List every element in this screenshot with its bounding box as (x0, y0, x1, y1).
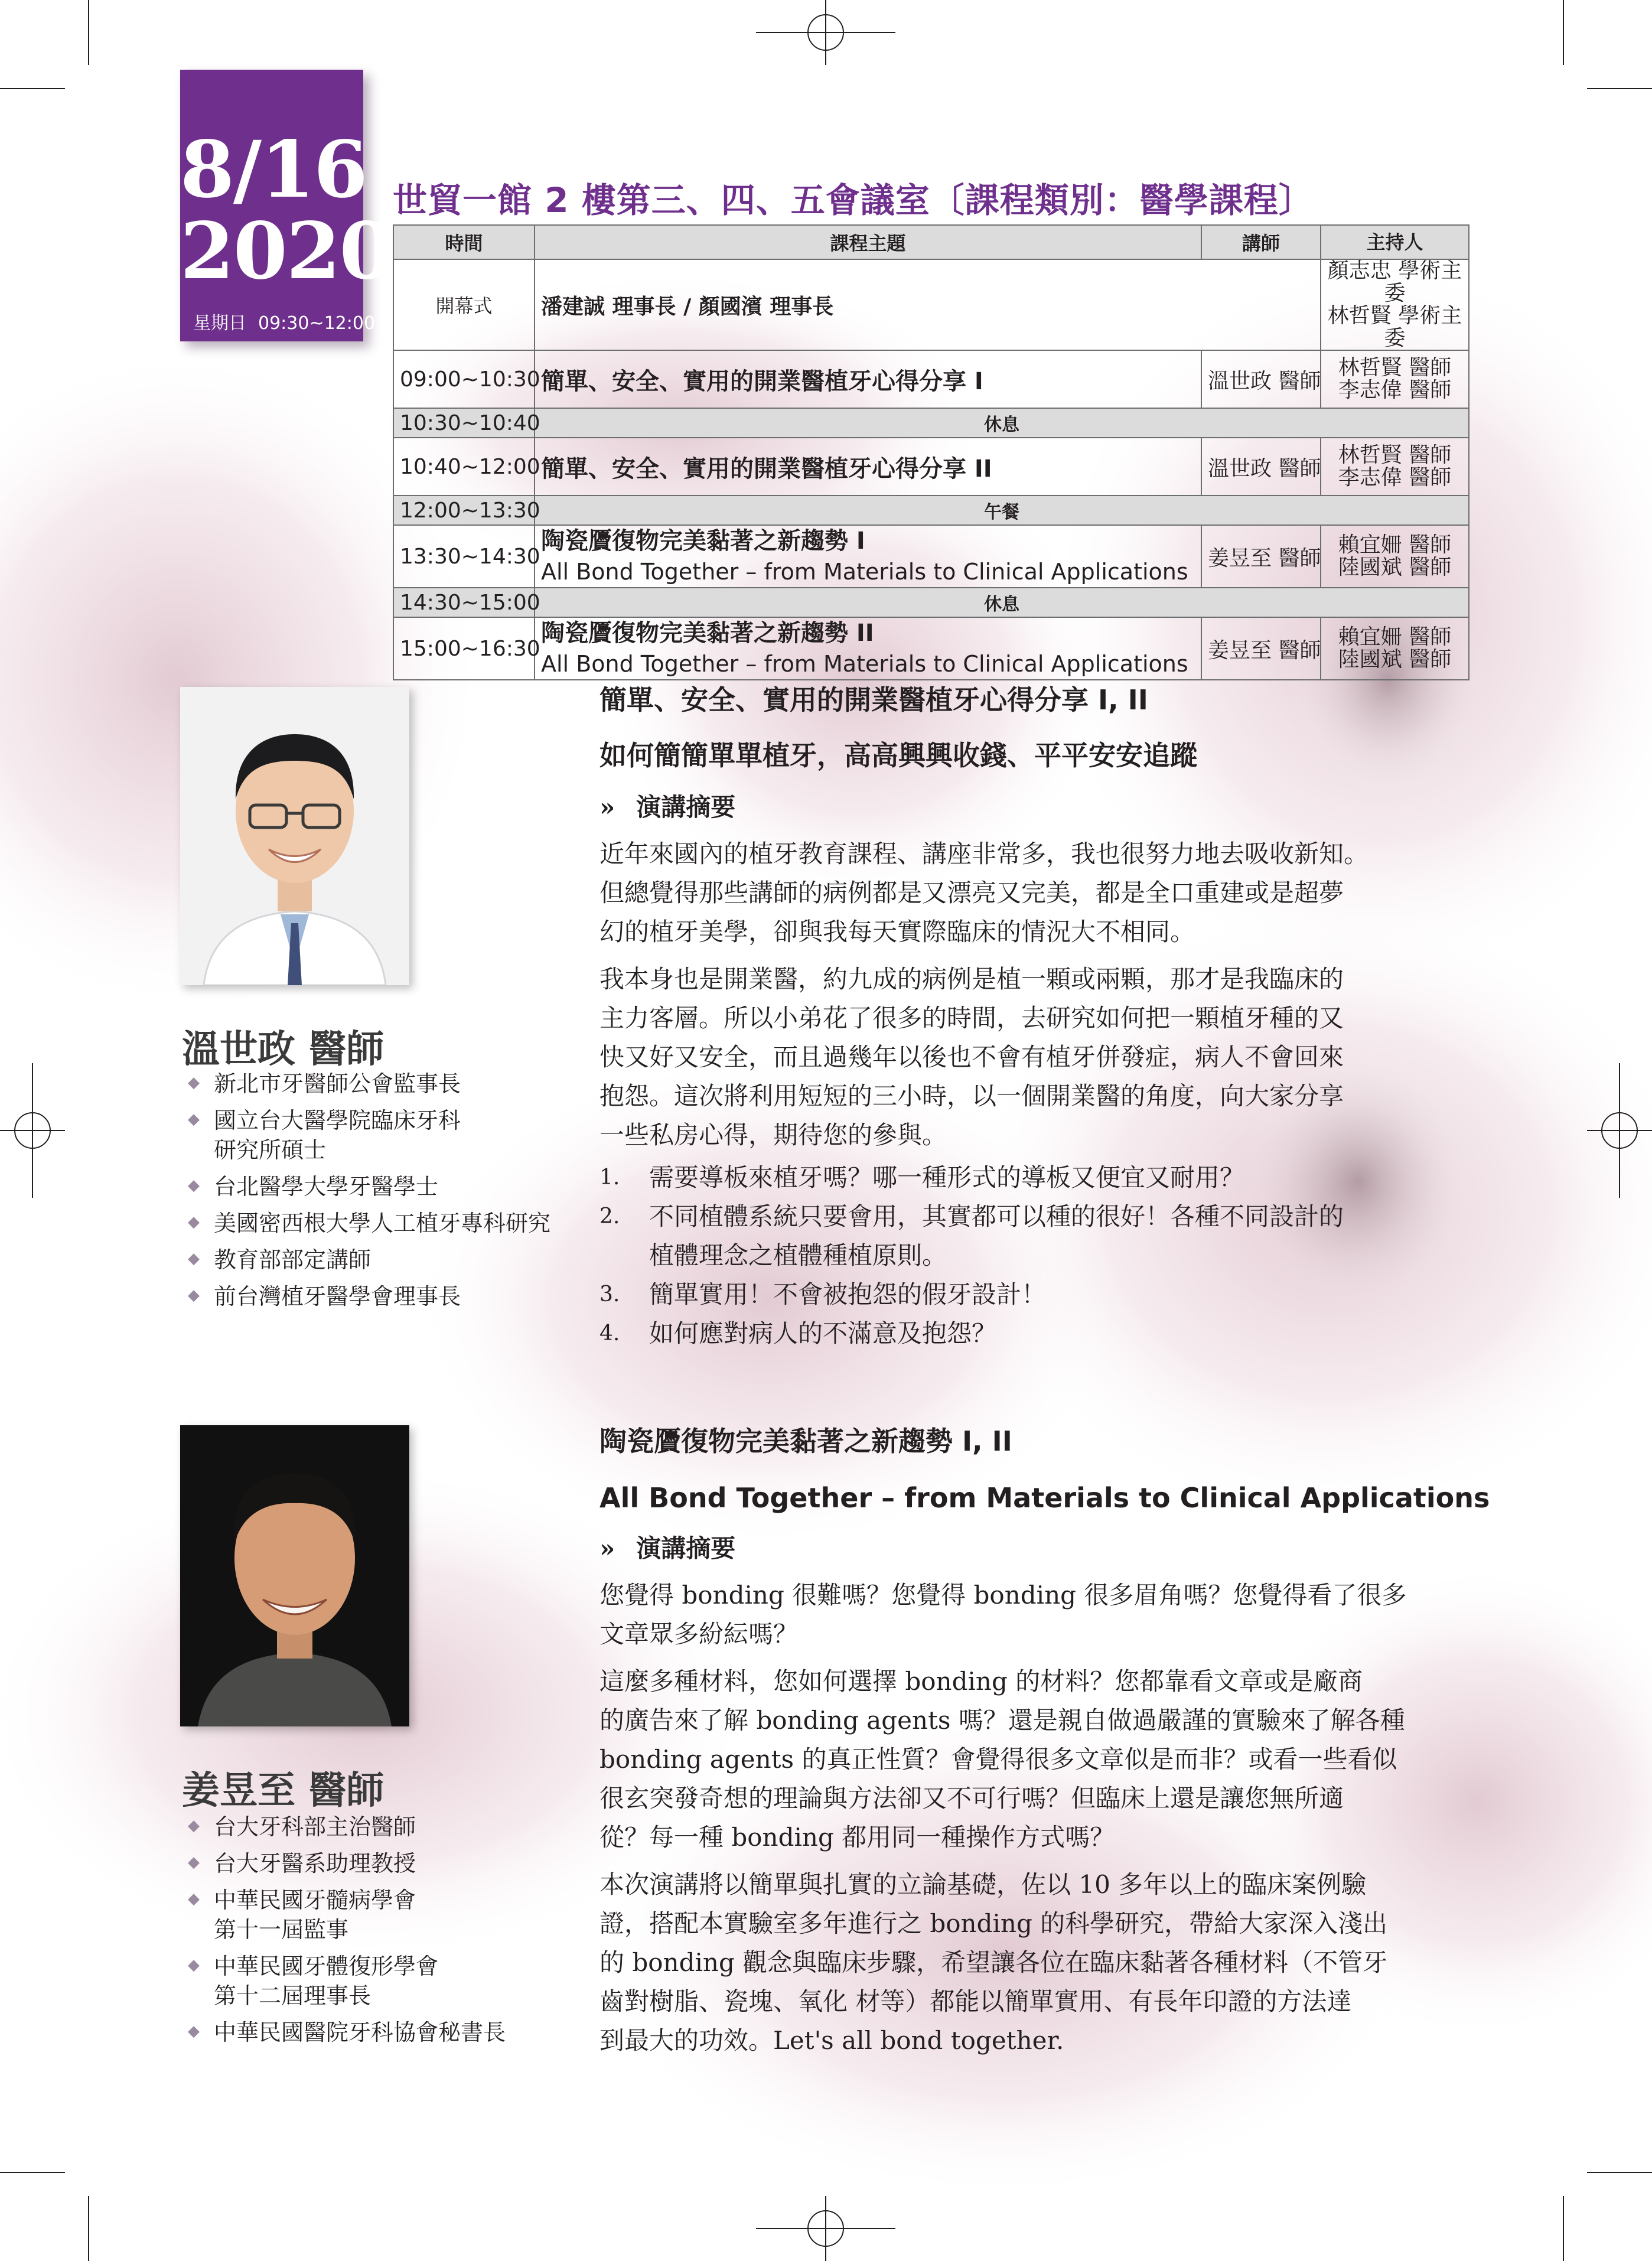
row-hosts (1321, 617, 1469, 680)
cv-item: ◆ 教育部部定講師 (188, 1247, 372, 1273)
lecture2-paragraph: 您覺得 bonding 很難嗎？您覺得 bonding 很多眉角嗎？您覺得看了很多 文章眾多紛紜嗎？ (599, 1581, 1407, 1648)
bullet-icon: ◆ (188, 1074, 200, 1092)
opening-label: 開幕式 (393, 259, 535, 350)
lecture1-subtitle: 如何簡簡單單植牙，高高興興收錢、平平安安追蹤 (599, 739, 1197, 771)
lecture2 (599, 1423, 1490, 2060)
host-name: 陸國斌 醫師 (1338, 647, 1452, 672)
list-item: 3. 簡單實用！不會被抱怨的假牙設計！ (599, 1280, 1047, 1309)
event-day-time (193, 308, 375, 334)
row-break-label: 午餐 (535, 496, 1469, 525)
bullet-icon: ◆ (188, 1956, 200, 1974)
bullet-icon: ◆ (188, 1250, 200, 1268)
lecture1 (599, 682, 1474, 1353)
host-name: 李志偉 醫師 (1338, 378, 1452, 402)
table-row-break (393, 496, 1469, 525)
row-speaker: 溫世政 醫師 (1201, 350, 1321, 408)
chevron-right-icon: » (599, 793, 615, 822)
row-topic-zh: 陶瓷贗復物完美黏著之新趨勢 II (541, 620, 874, 647)
row-time: 12:00~13:30 (393, 496, 535, 525)
header-speaker: 講師 (1201, 225, 1321, 259)
lecture2-paragraph: 本次演講將以簡單與扎實的立論基礎，佐以 10 多年以上的臨床案例驗 證，搭配本實驗室多年進行之 bonding 的科學研究，帶給大家深入淺出 的 bonding 觀念與臨床步驟，希望讓各位在臨床黏著各種材料（不管牙 齒對樹脂、瓷塊、氧化 材等）都能以簡單實用、有長年印證的方法達 到最大的功效。Let's all bond together. (599, 1870, 1388, 2055)
lecture1-paragraph: 我本身也是開業醫，約九成的病例是植一顆或兩顆，那才是我臨床的 主力客層。所以小弟花了很多的時間，去研究如何把一顆植牙種的又 快又好又安全，而且過幾年以後也不會有植牙併發症，病人不會回來 抱怨。這次將利用短短的三小時，以一個開業醫的角度，向大家分享 一些私房心得，期待您的參與。 (599, 965, 1344, 1149)
speaker1-name: 溫世政 醫師 (182, 1027, 385, 1071)
lecture1-paragraph: 近年來國內的植牙教育課程、講座非常多，我也很努力地去吸收新知。 但總覺得那些講師的病例都是又漂亮又完美，都是全口重建或是超夢 幻的植牙美學，卻與我每天實際臨床的情況大不相同。 (599, 839, 1369, 946)
speaker1-photo (180, 687, 409, 985)
host-name: 李志偉 醫師 (1338, 465, 1452, 490)
row-topic (535, 617, 1201, 680)
header-topic: 課程主題 (535, 225, 1201, 259)
venue-title: 世貿一館 2 樓第三、四、五會議室〔課程類別：醫學課程〕 (393, 180, 1314, 220)
row-hosts (1321, 525, 1469, 588)
table-row (393, 350, 1469, 408)
cv-item: ◆ 國立台大醫學院臨床牙科 研究所碩士 (188, 1107, 461, 1163)
host-name: 林哲賢 醫師 (1338, 356, 1452, 380)
table-row-break (393, 408, 1469, 438)
cv-item: ◆ 台北醫學大學牙醫學士 (188, 1174, 439, 1200)
event-weekday: 星期日 (193, 313, 246, 334)
bullet-icon: ◆ (188, 1286, 200, 1304)
bullet-icon: ◆ (188, 1177, 200, 1194)
row-time: 14:30~15:00 (393, 588, 535, 617)
row-break-label: 休息 (535, 408, 1469, 438)
host-name: 顏志忠 學術主委 (1327, 259, 1462, 305)
table-row-opening (393, 259, 1469, 350)
row-speaker: 溫世政 醫師 (1201, 438, 1321, 496)
cv-item: ◆ 新北市牙醫師公會監事長 (188, 1071, 461, 1097)
row-time: 10:30~10:40 (393, 408, 535, 438)
row-topic-zh: 陶瓷贗復物完美黏著之新趨勢 I (541, 527, 865, 555)
speaker2-name: 姜昱至 醫師 (182, 1768, 385, 1813)
cv-item: ◆ 美國密西根大學人工植牙專科研究 (188, 1210, 551, 1236)
date-block (180, 70, 393, 341)
header-time: 時間 (393, 225, 535, 259)
bullet-icon: ◆ (188, 1213, 200, 1231)
table-row (393, 525, 1469, 588)
host-name: 賴宜姍 醫師 (1338, 625, 1452, 649)
lecture1-abstract-label: » 演講摘要 (599, 793, 736, 822)
host-name: 賴宜姍 醫師 (1338, 533, 1452, 557)
chevron-right-icon: » (599, 1534, 615, 1563)
header-host: 主持人 (1321, 225, 1469, 259)
lecture2-title: 陶瓷贗復物完美黏著之新趨勢 I, II (599, 1425, 1012, 1457)
bullet-icon: ◆ (188, 1890, 200, 1908)
row-topic: 簡單、安全、實用的開業醫植牙心得分享 I (535, 350, 1201, 408)
row-topic-en: All Bond Together – from Materials to Clinical Applications (541, 651, 1188, 677)
list-item: 4. 如何應對病人的不滿意及抱怨？ (599, 1319, 997, 1348)
cv-item: ◆ 中華民國醫院牙科協會秘書長 (188, 2019, 506, 2045)
lecture2-abstract-label: » 演講摘要 (599, 1534, 736, 1563)
lecture2-paragraph: 這麼多種材料，您如何選擇 bonding 的材料？您都靠看文章或是廠商 的廣告來了解 bonding agents 嗎？還是親自做過嚴謹的實驗來了解各種 bonding agents 的真正性質？會覺得很多文章似是而非？或看一些看似 很玄突發奇想的理論與方法卻又不可行嗎？但臨床上還是讓您無所適 從？每一種 bonding 都用同一種操作方式嗎？ (599, 1667, 1405, 1852)
row-hosts (1321, 438, 1469, 496)
list-item: 2. 不同植體系統只要會用，其實都可以種的很好！各種不同設計的 植體理念之植體種植原則。 (599, 1202, 1344, 1270)
bullet-icon: ◆ (188, 2022, 200, 2040)
list-item: 1. 需要導板來植牙嗎？哪一種形式的導板又便宜又耐用？ (599, 1163, 1245, 1192)
row-speaker: 姜昱至 醫師 (1201, 617, 1321, 680)
event-year: 2020 (180, 206, 393, 297)
row-topic: 簡單、安全、實用的開業醫植牙心得分享 II (535, 438, 1201, 496)
cv-item: ◆ 中華民國牙髓病學會 第十一屆監事 (188, 1887, 416, 1943)
host-name: 陸國斌 醫師 (1338, 555, 1452, 579)
row-hosts (1321, 350, 1469, 408)
schedule-table (393, 224, 1469, 680)
row-break-label: 休息 (535, 588, 1469, 617)
table-row (393, 438, 1469, 496)
bullet-icon: ◆ (188, 1110, 200, 1128)
table-header-row (393, 225, 1469, 259)
bullet-icon: ◆ (188, 1853, 200, 1871)
opening-speakers: 潘建誠 理事長 / 顏國濱 理事長 (535, 259, 1321, 350)
row-time: 13:30~14:30 (393, 525, 535, 588)
cv-item: ◆ 中華民國牙體復形學會 第十二屆理事長 (188, 1953, 439, 2009)
bullet-icon: ◆ (188, 1817, 200, 1835)
speaker2-photo (180, 1425, 409, 1726)
opening-hosts (1321, 259, 1469, 350)
row-topic (535, 525, 1201, 588)
lecture1-points (599, 1158, 1474, 1353)
cv-item: ◆ 台大牙醫系助理教授 (188, 1850, 416, 1876)
event-time: 09:30~12:00 (258, 313, 376, 334)
lecture2-subtitle: All Bond Together – from Materials to Clinical Applications (599, 1482, 1490, 1514)
host-name: 林哲賢 醫師 (1338, 443, 1452, 467)
cv-item: ◆ 台大牙科部主治醫師 (188, 1814, 416, 1840)
table-row (393, 617, 1469, 680)
lecture1-title: 簡單、安全、實用的開業醫植牙心得分享 I, II (599, 684, 1148, 716)
speaker1-cv (183, 1069, 608, 1318)
row-topic-en: All Bond Together – from Materials to Clinical Applications (541, 559, 1188, 585)
speaker2-cv (183, 1812, 608, 2054)
table-row-break (393, 588, 1469, 617)
event-date: 8/16 (180, 124, 367, 216)
row-time: 10:40~12:00 (393, 438, 535, 496)
cv-item: ◆ 前台灣植牙醫學會理事長 (188, 1283, 461, 1309)
row-time: 15:00~16:30 (393, 617, 535, 680)
row-speaker: 姜昱至 醫師 (1201, 525, 1321, 588)
host-name: 林哲賢 學術主委 (1327, 304, 1462, 350)
row-time: 09:00~10:30 (393, 350, 535, 408)
